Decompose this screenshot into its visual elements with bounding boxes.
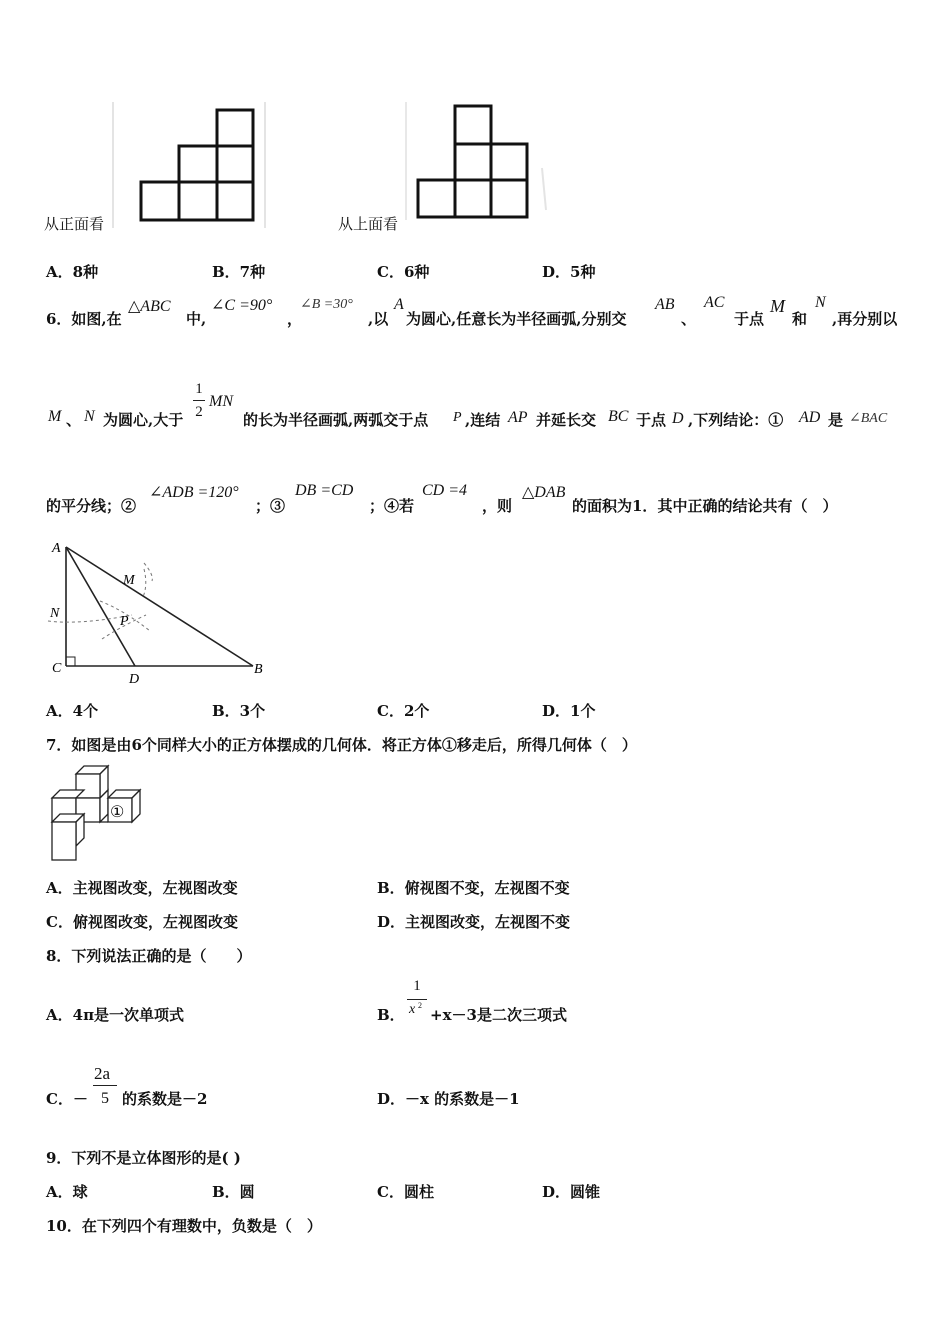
q6-m: M (770, 296, 785, 316)
q6-again: ,再分别以 (832, 310, 898, 328)
q6-angle-bac: ∠BAC (849, 411, 888, 426)
q6-fig-label-p: P (120, 614, 129, 629)
q6-triangle-figure (40, 535, 275, 690)
q6-line3-text-c: ；④若 (369, 497, 415, 515)
q6-bc: BC (608, 408, 629, 425)
q9-stem: 9．下列不是立体图形的是( ) (46, 1149, 241, 1167)
q8-option-a[interactable]: A．4π是一次单项式 (46, 1006, 185, 1024)
q9-option-d[interactable]: D．圆锥 (542, 1183, 601, 1201)
q8-option-c-rest: 的系数是－2 (122, 1090, 208, 1108)
q8-option-c-bar (93, 1085, 117, 1086)
q8-option-c-prefix[interactable]: C．－ (46, 1090, 88, 1108)
q7-option-c[interactable]: C．俯视图改变，左视图改变 (46, 913, 238, 931)
q6-p: P (453, 410, 462, 425)
q6-half-numerator: 1 (195, 381, 203, 397)
q6-yi: ,以 (368, 310, 389, 328)
q8-option-b-bar (407, 999, 427, 1000)
q8-option-c-denominator: 5 (101, 1090, 109, 1107)
q7-option-a[interactable]: A．主视图改变，左视图改变 (46, 879, 238, 897)
q6-n: N (815, 294, 826, 311)
front-view-figure (105, 98, 275, 233)
q6-ab: AB (655, 296, 675, 313)
q6-angle-adb: ∠ADB =120° (149, 484, 239, 501)
q6-option-d[interactable]: D．1个 (542, 702, 596, 720)
q6-fig-label-d: D (129, 672, 140, 687)
q6-triangle-dab: △DAB (522, 484, 566, 501)
q6-line2-text-c: ,连结 (465, 411, 501, 429)
q9-option-c[interactable]: C．圆柱 (377, 1183, 434, 1201)
q6-line2-text-f: ,下列结论：① (688, 411, 784, 429)
q5-option-b[interactable]: B．7种 (212, 263, 266, 281)
q9-option-a[interactable]: A．球 (46, 1183, 88, 1201)
q6-line2-text-a: 为圆心,大于 (103, 411, 184, 429)
q6-mn: MN (209, 393, 233, 410)
q7-cube-figure (42, 762, 147, 864)
q6-d: D (672, 410, 684, 427)
q6-number: 6．如图,在 (46, 310, 122, 328)
q8-option-c-numerator: 2a (94, 1064, 111, 1083)
q6-angle-c: ∠C =90° (211, 297, 273, 314)
q6-angle-b: ∠B =30° (300, 297, 353, 312)
q6-ad: AD (799, 409, 821, 426)
q10-stem: 10．在下列四个有理数中，负数是（ ） (46, 1217, 322, 1235)
q7-stem: 7．如图是由6个同样大小的正方体摆成的几何体．将正方体①移走后，所得几何体（ ） (46, 736, 637, 754)
q6-line2-text-e: 于点 (636, 411, 667, 429)
q6-fig-label-m: M (123, 573, 135, 588)
q6-comma: ， (287, 310, 303, 328)
q6-line2-n: N (84, 408, 95, 425)
q8-option-b-prefix[interactable]: B． (377, 1006, 405, 1024)
q7-circled-one: ① (110, 804, 125, 821)
q6-he: 和 (792, 310, 808, 328)
q6-fig-label-c: C (52, 661, 62, 676)
q6-option-c[interactable]: C．2个 (377, 702, 430, 720)
q6-db-cd: DB =CD (295, 482, 354, 499)
q8-option-b-rest: +x－3是二次三项式 (430, 1006, 567, 1024)
q6-line2-m: M (48, 408, 62, 425)
q6-option-b[interactable]: B．3个 (212, 702, 266, 720)
q6-line2-dun: 、 (66, 411, 82, 429)
top-view-figure (400, 98, 555, 223)
q6-center-text: 为圆心,任意长为半径画弧,分别交 (406, 310, 627, 328)
q6-half-bar (193, 400, 205, 401)
q6-line3-text-b: ；③ (255, 497, 286, 515)
q8-option-b-exponent: 2 (418, 1001, 422, 1010)
q6-fig-label-n: N (50, 606, 60, 621)
q5-option-a[interactable]: A．8种 (46, 263, 99, 281)
q6-cd4: CD =4 (422, 482, 468, 499)
q5-option-d[interactable]: D．5种 (542, 263, 596, 281)
q8-option-b-denominator: x (409, 1002, 416, 1017)
q6-dun: 、 (681, 310, 697, 328)
q6-point-a: A (394, 296, 404, 313)
q6-fig-label-a: A (52, 541, 61, 556)
q6-ac: AC (704, 294, 725, 311)
q6-line3-text-e: 的面积为1．其中正确的结论共有（ ） (572, 497, 838, 515)
q5-option-c[interactable]: C．6种 (377, 263, 430, 281)
q6-line3-text-d: ，则 (482, 497, 513, 515)
q7-option-b[interactable]: B．俯视图不变，左视图不变 (377, 879, 570, 897)
q8-option-b-numerator: 1 (413, 978, 421, 994)
front-view-label: 从正面看 (44, 215, 105, 233)
top-view-label: 从上面看 (338, 215, 399, 233)
q6-ap: AP (508, 409, 528, 426)
q7-option-d[interactable]: D．主视图改变，左视图不变 (377, 913, 571, 931)
q6-yudian: 于点 (734, 310, 765, 328)
q6-half-denominator: 2 (195, 404, 203, 420)
q6-triangle-abc: △ABC (128, 298, 171, 315)
q6-line2-text-b: 的长为半径画弧,两弧交于点 (243, 411, 429, 429)
q8-option-d[interactable]: D．－x 的系数是－1 (377, 1090, 520, 1108)
q6-fig-label-b: B (254, 662, 263, 677)
q6-line3-text-a: 的平分线；② (46, 497, 137, 515)
q6-zhong: 中, (186, 310, 207, 328)
q9-option-b[interactable]: B．圆 (212, 1183, 255, 1201)
q6-shi: 是 (828, 411, 844, 429)
q8-stem: 8．下列说法正确的是（ ） (46, 947, 252, 965)
q6-line2-text-d: 并延长交 (536, 411, 597, 429)
q6-option-a[interactable]: A．4个 (46, 702, 99, 720)
